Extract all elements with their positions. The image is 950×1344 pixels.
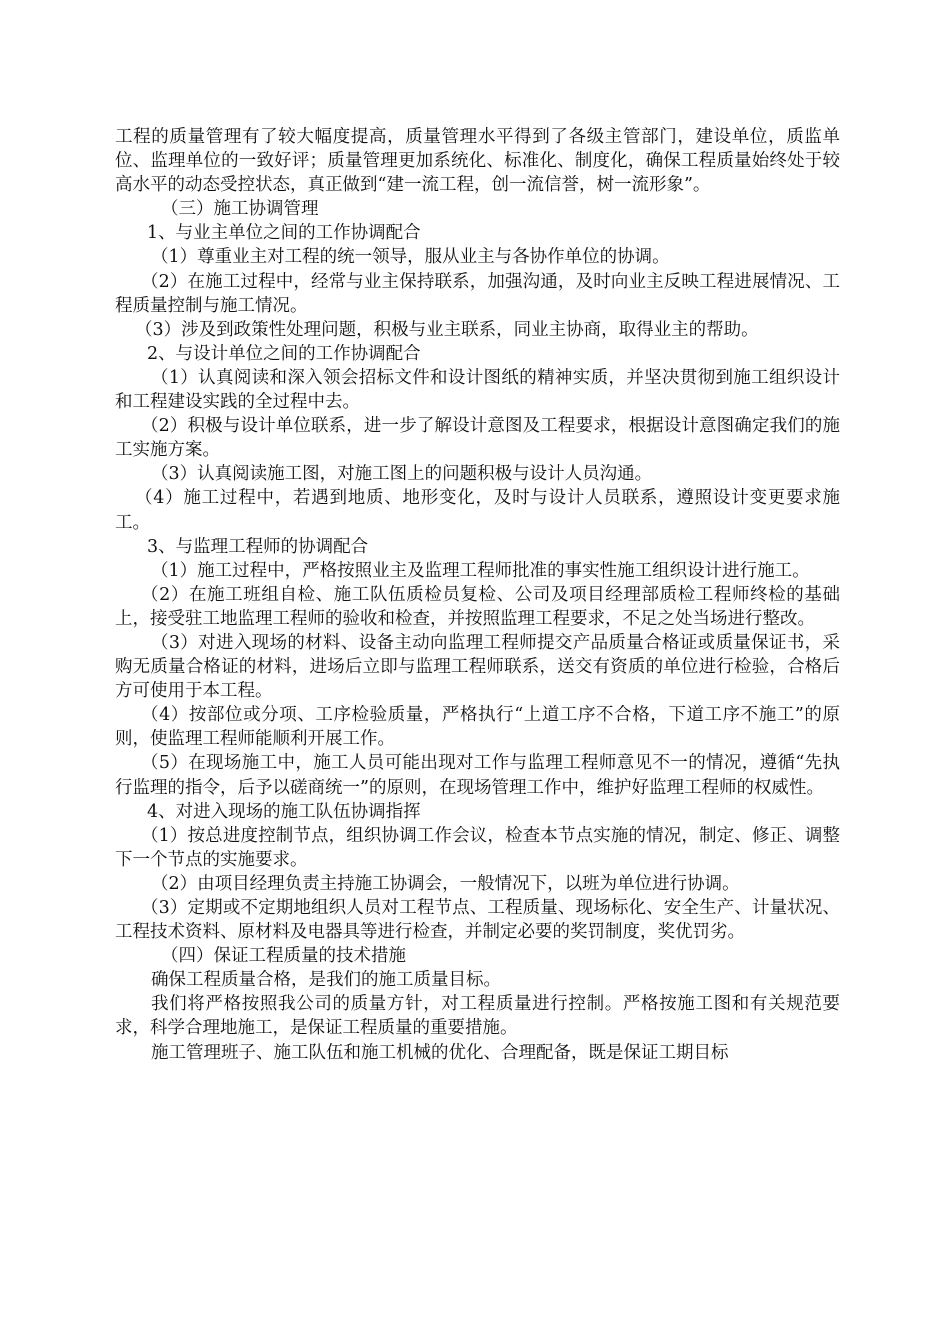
list-item-owner-3: （3）涉及到政策性处理问题，积极与业主联系，同业主协商，取得业主的帮助。 [135,319,759,340]
subheading-design-coordination: 2、与设计单位之间的工作协调配合 [147,343,421,364]
document-page [115,125,840,1065]
list-item-supervisor-4: （4）按部位或分项、工序检验质量，严格执行“上道工序不合格，下道工序不施工”的原则，使监理工程师能顺利开展工作。 [115,705,840,750]
paragraph-quality-policy: 我们将严格按照我公司的质量方针，对工程质量进行控制。严格按施工图和有关规范要求，科学合理地施工，是保证工程质量的重要措施。 [115,994,840,1039]
list-item-supervisor-1: （1）施工过程中，严格按照业主及监理工程师批准的事实性施工组织设计进行施工。 [151,560,810,581]
list-item-design-1: （1）认真阅读和深入领会招标文件和设计图纸的精神实质，并坚决贯彻到施工组织设计和工程建设实践的全过程中去。 [115,367,840,413]
section-heading-quality-measures: （四）保证工程质量的技术措施 [161,946,406,967]
paragraph-quality-summary: 工程的质量管理有了较大幅度提高，质量管理水平得到了各级主管部门，建设单位，质监单位、监理单位的一致好评；质量管理更加系统化、标准化、制度化，确保工程质量始终处于较高水平的动态受控状态，真正做到“建一流工程，创一流信誉，树一流形象”。 [115,127,840,196]
list-item-team-2: （2）由项目经理负责主持施工协调会，一般情况下，以班为单位进行协调。 [151,873,740,894]
section-heading-coordination: （三）施工协调管理 [161,199,319,220]
list-item-supervisor-3: （3）对进入现场的材料、设备主动向监理工程师提交产品质量合格证或质量保证书，采购无质量合格证的材料，进场后立即与监理工程师联系，送交有资质的单位进行检验，合格后方可使用于本工程。 [115,632,840,702]
list-item-design-3: （3）认真阅读施工图，对施工图上的问题积极与设计人员沟通。 [151,464,653,485]
list-item-supervisor-5: （5）在现场施工中，施工人员可能出现对工作与监理工程师意见不一的情况，遵循“先执行监理的指令，后予以磋商统一”的原则，在现场管理工作中，维护好监理工程师的权威性。 [115,753,840,798]
list-item-owner-1: （1）尊重业主对工程的统一领导，服从业主与各协作单位的协调。 [151,247,670,268]
subheading-owner-coordination: 1、与业主单位之间的工作协调配合 [147,223,421,244]
paragraph-resource-allocation: 施工管理班子、施工队伍和施工机械的优化、合理配备，既是保证工期目标 [151,1042,729,1063]
paragraph-quality-goal: 确保工程质量合格，是我们的施工质量目标。 [151,970,501,991]
list-item-owner-2: （2）在施工过程中，经常与业主保持联系，加强沟通，及时向业主反映工程进展情况、工程质量控制与施工情况。 [115,271,840,316]
list-item-supervisor-2: （2）在施工班组自检、施工队伍质检员复检、公司及项目经理部质检工程师终检的基础上，接受驻工地监理工程师的验收和检查，并按照监理工程要求，不足之处当场进行整改。 [115,584,840,629]
list-item-design-4: （4）施工过程中，若遇到地质、地形变化，及时与设计人员联系，遵照设计变更要求施工。 [115,488,840,533]
subheading-supervisor-coordination: 3、与监理工程师的协调配合 [147,536,369,557]
list-item-team-3: （3）定期或不定期地组织人员对工程节点、工程质量、现场标化、安全生产、计量状况、工程技术资料、原材料及电器具等进行检查，并制定必要的奖罚制度，奖优罚劣。 [115,898,840,943]
subheading-team-coordination: 4、对进入现场的施工队伍协调指挥 [147,801,421,822]
list-item-team-1: （1）按总进度控制节点，组织协调工作会议，检查本节点实施的情况，制定、修正、调整下一个节点的实施要求。 [115,825,840,870]
list-item-design-2: （2）积极与设计单位联系，进一步了解设计意图及工程要求，根据设计意图确定我们的施工实施方案。 [115,416,840,461]
